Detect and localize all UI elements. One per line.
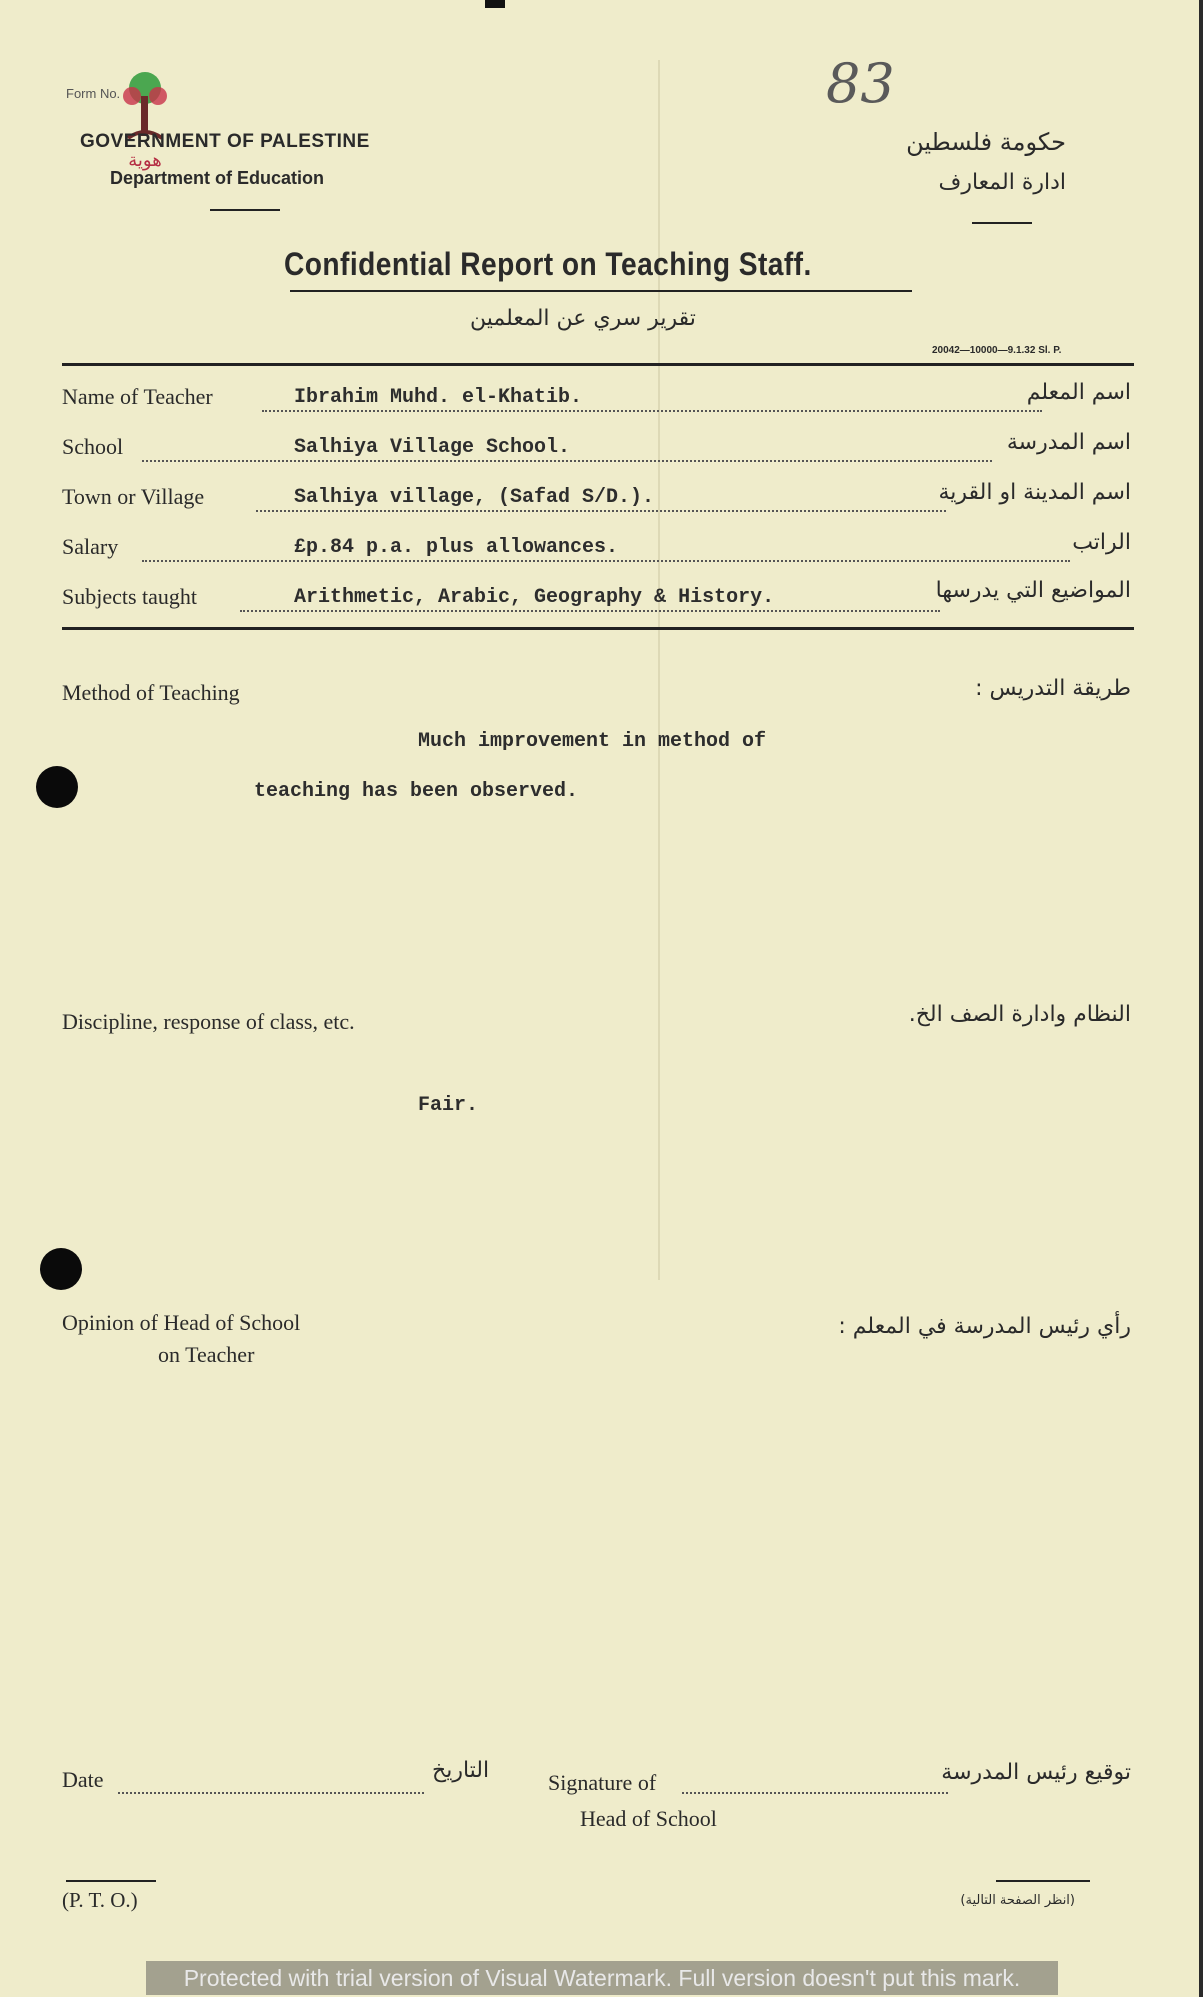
town-value: Salhiya village, (Safad S/D.).	[294, 486, 655, 509]
fold-crease	[658, 60, 660, 1280]
fields-bottom-rule	[62, 627, 1134, 630]
subjects-line	[240, 610, 940, 612]
fields-top-rule	[62, 363, 1134, 366]
pto-rule-left	[66, 1880, 156, 1882]
method-comment-line-1: Much improvement in method of	[418, 730, 767, 753]
pto-label-arabic: (انظر الصفحة التالية)	[960, 1893, 1075, 1908]
town-line	[256, 510, 946, 512]
salary-value: £p.84 p.a. plus allowances.	[294, 536, 619, 559]
scan-edge	[1199, 0, 1203, 1997]
discipline-label: Discipline, response of class, etc.	[62, 1009, 355, 1034]
salary-label: Salary	[62, 534, 119, 559]
pto-rule-right	[996, 1880, 1090, 1882]
department-title-arabic: ادارة المعارف	[938, 170, 1066, 195]
discipline-value: Fair.	[418, 1094, 479, 1117]
town-label: Town or Village	[62, 484, 205, 509]
method-label: Method of Teaching	[62, 680, 240, 705]
form-title-arabic: تقرير سري عن المعلمين	[470, 306, 696, 331]
opinion-label-line-2: on Teacher	[158, 1342, 255, 1367]
method-label-arabic: طريقة التدريس :	[975, 676, 1131, 701]
archive-logo	[110, 66, 180, 176]
header-divider-left	[210, 209, 280, 211]
salary-label-arabic: الراتب	[1072, 530, 1131, 555]
opinion-label-arabic: رأي رئيس المدرسة في المعلم :	[838, 1314, 1131, 1339]
svg-text:هوية: هوية	[128, 150, 162, 171]
watermark-banner: Protected with trial version of Visual Watermark. Full version doesn't put this mark.	[146, 1961, 1058, 1995]
method-comment-line-2: teaching has been observed.	[254, 780, 579, 803]
signature-line	[682, 1792, 948, 1794]
header-divider-right	[972, 222, 1032, 224]
head-of-school-label: Head of School	[580, 1806, 717, 1831]
opinion-label: Opinion of Head of School	[62, 1310, 301, 1335]
print-code: 20042—10000—9.1.32 Sl. P.	[932, 345, 1062, 356]
date-label: Date	[62, 1767, 104, 1792]
signature-label-arabic: توقيع رئيس المدرسة	[941, 1760, 1131, 1785]
date-line	[118, 1792, 424, 1794]
pto-label: (P. T. O.)	[62, 1888, 138, 1912]
handwritten-number: 83	[826, 52, 895, 115]
subjects-label-arabic: المواضيع التي يدرسها	[935, 578, 1131, 603]
teacher-name-label: Name of Teacher	[62, 384, 213, 409]
title-underline	[290, 290, 912, 292]
signature-label: Signature of	[548, 1770, 657, 1795]
government-title-arabic: حكومة فلسطين	[906, 128, 1066, 156]
school-label-arabic: اسم المدرسة	[1006, 430, 1131, 455]
discipline-label-arabic: النظام وادارة الصف الخ.	[908, 1002, 1131, 1027]
form-number: Form No.	[66, 86, 121, 101]
department-title: Department of Education	[110, 168, 325, 188]
punch-hole-top	[36, 766, 78, 808]
date-label-arabic: التاريخ	[432, 1758, 490, 1783]
government-title: GOVERNMENT OF PALESTINE	[80, 131, 370, 152]
school-label: School	[62, 434, 124, 459]
school-line	[142, 460, 992, 462]
scan-mark	[485, 0, 505, 8]
town-label-arabic: اسم المدينة او القرية	[938, 480, 1131, 505]
teacher-name-value: Ibrahim Muhd. el-Khatib.	[294, 386, 583, 409]
teacher-name-line	[262, 410, 1042, 412]
punch-hole-bottom	[40, 1248, 82, 1290]
form-title: Confidential Report on Teaching Staff.	[284, 246, 812, 282]
school-value: Salhiya Village School.	[294, 436, 571, 459]
teacher-name-label-arabic: اسم المعلم	[1026, 380, 1131, 405]
subjects-value: Arithmetic, Arabic, Geography & History.	[294, 586, 775, 609]
subjects-label: Subjects taught	[62, 584, 198, 609]
salary-line	[142, 560, 1070, 562]
